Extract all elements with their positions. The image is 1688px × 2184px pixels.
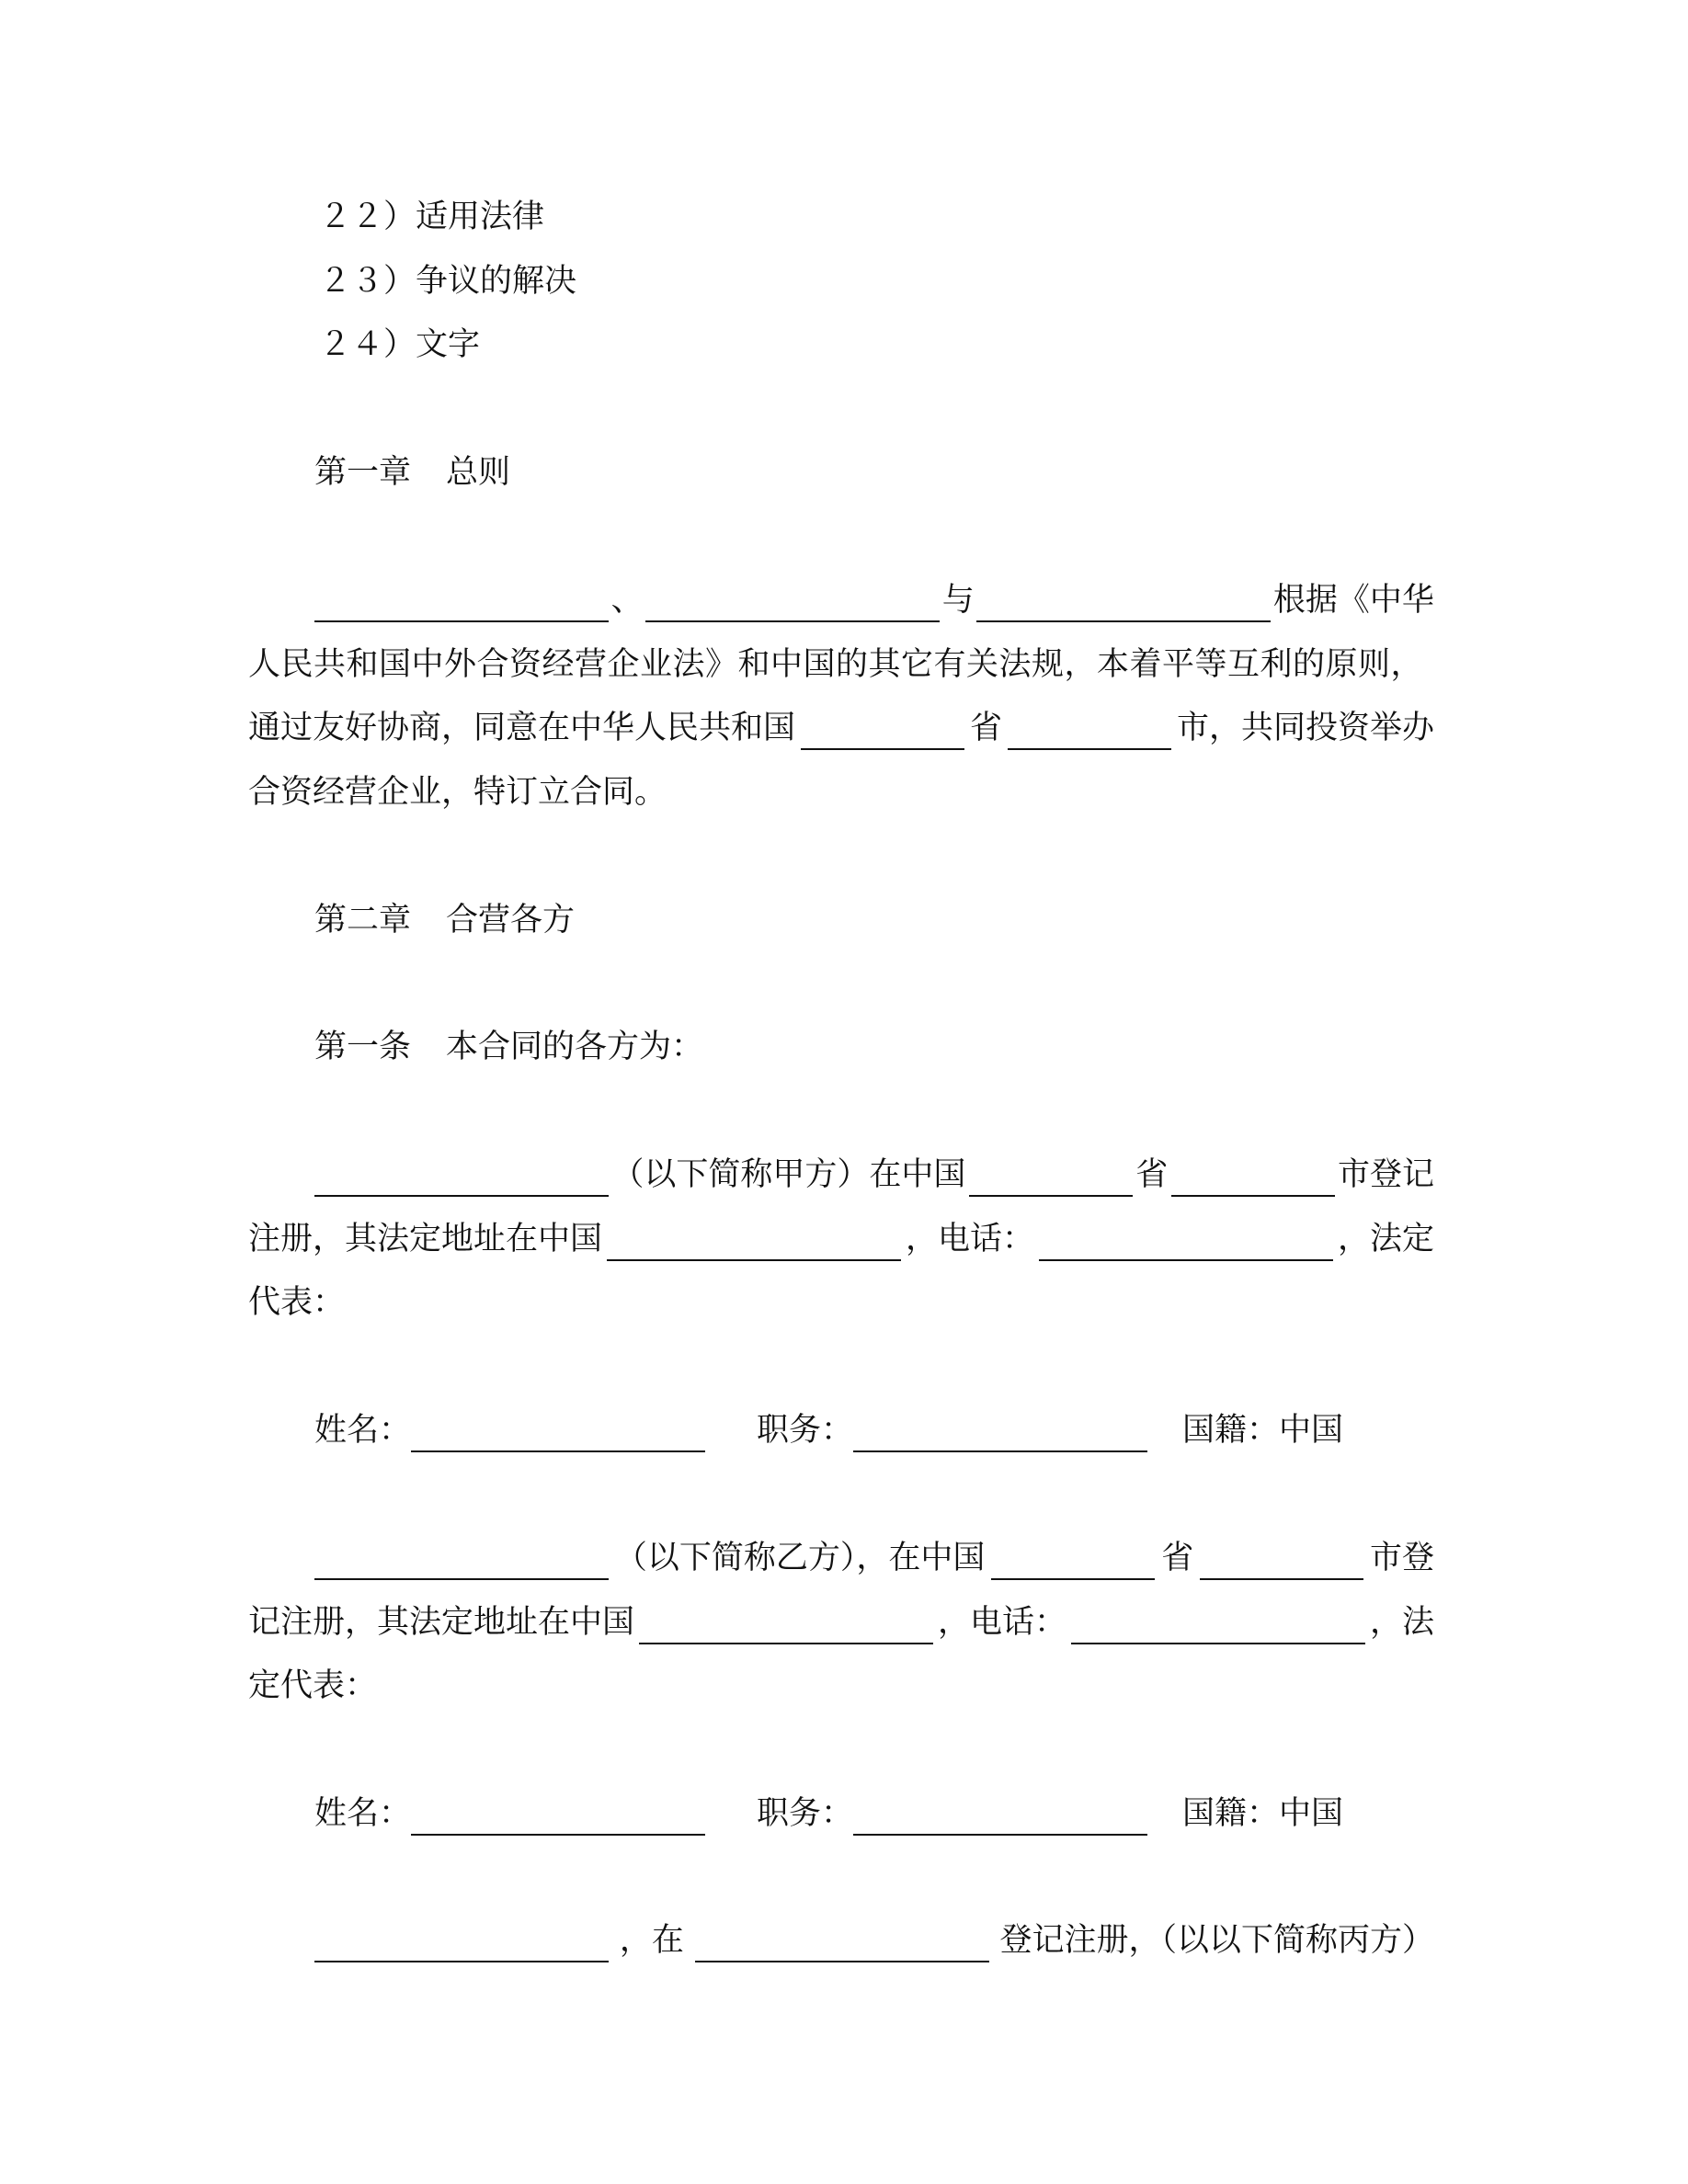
separator-text: 与: [941, 582, 975, 619]
text: 注册，其法定地址在中国: [248, 1221, 603, 1257]
text: 市登: [1369, 1540, 1434, 1576]
chapter-title: 合营各方: [446, 902, 576, 938]
blank-field[interactable]: [411, 1806, 705, 1836]
name-label: 姓名：: [314, 1412, 412, 1449]
party-a-line-2: [248, 1217, 1434, 1261]
chapter-label: 第二章: [314, 902, 412, 938]
text: 市登记: [1337, 1156, 1434, 1193]
name-label: 姓名：: [314, 1795, 412, 1832]
text: 登记注册，（以以下简称丙方）: [999, 1922, 1434, 1959]
party-b-line-2: [248, 1600, 1434, 1644]
blank-field[interactable]: [801, 721, 964, 750]
article-text: 本合同的各方为：: [446, 1029, 704, 1065]
text: 省: [1161, 1540, 1194, 1576]
text: 市，共同投资举办: [1176, 710, 1434, 746]
blank-field[interactable]: [314, 593, 609, 622]
party-b-line-1: [314, 1536, 1434, 1580]
chapter-label: 第一章: [314, 454, 412, 491]
blank-field[interactable]: [976, 593, 1271, 622]
title-label: 职务：: [757, 1795, 854, 1832]
blank-field[interactable]: [969, 1167, 1133, 1197]
blank-field[interactable]: [1200, 1551, 1363, 1580]
blank-field[interactable]: [607, 1232, 901, 1261]
preamble-line-4: [248, 770, 1434, 814]
party-a-line-1: [314, 1153, 1434, 1197]
chapter-heading: [314, 898, 1434, 942]
text: 合资经营企业，特订立合同。: [248, 774, 667, 811]
text: ，电话：: [937, 1604, 1066, 1641]
text: 省: [1135, 1156, 1169, 1193]
blank-field[interactable]: [314, 1167, 609, 1197]
article-label: 第一条: [314, 1029, 412, 1065]
preamble-line-2: [248, 643, 1434, 687]
text: ，法: [1369, 1604, 1434, 1641]
text: ，法定: [1337, 1221, 1434, 1257]
text: 代表：: [248, 1284, 346, 1321]
party-c-line-1: [314, 1918, 1434, 1962]
nationality-text: 国籍：中国: [1182, 1412, 1344, 1449]
representative-a-line: [314, 1408, 1434, 1452]
toc-item: ２４）文字: [319, 326, 481, 363]
blank-field[interactable]: [991, 1551, 1155, 1580]
text: （以下简称乙方），在中国: [614, 1540, 986, 1576]
blank-field[interactable]: [645, 593, 940, 622]
blank-field[interactable]: [853, 1806, 1147, 1836]
party-b-line-3: [248, 1664, 1434, 1708]
blank-field[interactable]: [853, 1423, 1147, 1452]
text: ，在: [619, 1922, 684, 1959]
article-heading: [314, 1025, 1434, 1069]
text: 人民共和国中外合资经营企业法》和中国的其它有关法规，本着平等互利的原则，: [248, 646, 1424, 683]
blank-field[interactable]: [1008, 721, 1171, 750]
toc-item: ２３）争议的解决: [319, 263, 577, 300]
preamble-line-1: [314, 578, 1434, 622]
blank-field[interactable]: [1039, 1232, 1333, 1261]
title-label: 职务：: [757, 1412, 854, 1449]
blank-field[interactable]: [411, 1423, 705, 1452]
blank-field[interactable]: [695, 1933, 989, 1962]
blank-field[interactable]: [1171, 1167, 1335, 1197]
text: （以下简称甲方）在中国: [611, 1156, 966, 1193]
text: 记注册，其法定地址在中国: [248, 1604, 635, 1641]
separator-text: 、: [610, 582, 644, 619]
text: 根据《中华: [1272, 582, 1434, 619]
text: 定代表：: [248, 1667, 378, 1704]
representative-b-line: [314, 1792, 1434, 1836]
preamble-line-3: [248, 706, 1434, 750]
chapter-title: 总则: [446, 454, 511, 491]
blank-field[interactable]: [639, 1615, 933, 1644]
blank-field[interactable]: [314, 1933, 609, 1962]
party-a-line-3: [248, 1280, 1434, 1325]
blank-field[interactable]: [1071, 1615, 1365, 1644]
nationality-text: 国籍：中国: [1182, 1795, 1344, 1832]
toc-item: ２２）适用法律: [319, 199, 545, 235]
chapter-heading: [314, 450, 1434, 495]
text: ，电话：: [905, 1221, 1034, 1257]
text: 省: [969, 710, 1002, 746]
text: 通过友好协商，同意在中华人民共和国: [248, 710, 796, 746]
blank-field[interactable]: [314, 1551, 609, 1580]
